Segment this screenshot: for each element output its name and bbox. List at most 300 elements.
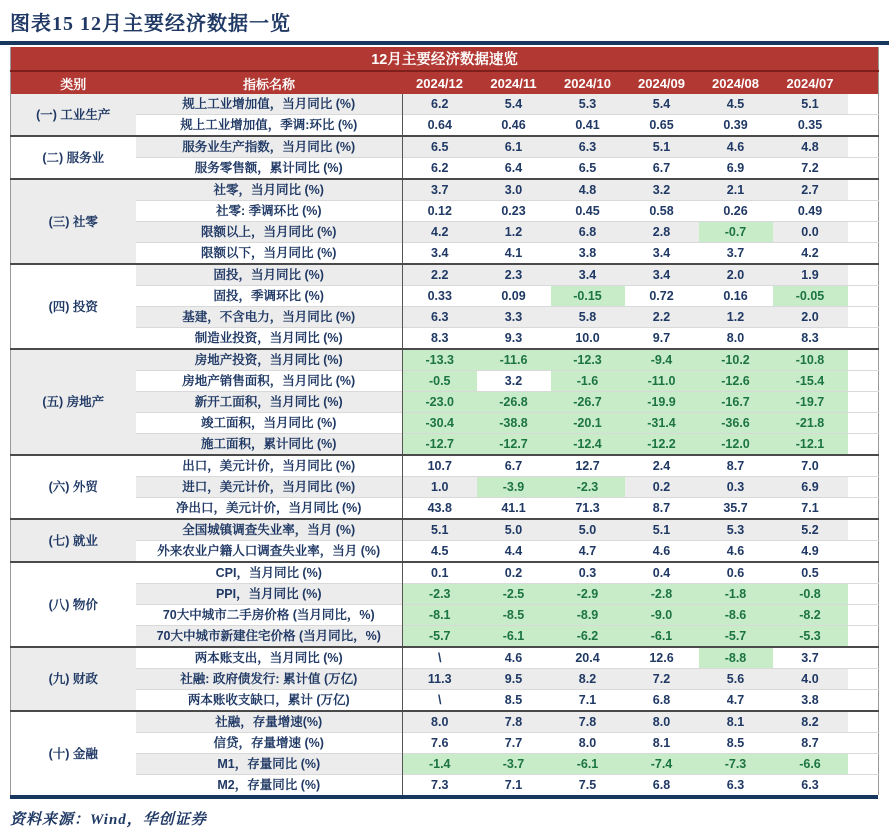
filler-cell [848, 584, 879, 605]
filler-cell [848, 498, 879, 520]
table-row [11, 434, 879, 456]
value-cell: -5.7 [699, 626, 773, 648]
value-cell: 2.3 [477, 264, 551, 286]
value-cell: -11.0 [625, 371, 699, 392]
indicator-cell: 基建，不含电力，当月同比 (%) [136, 307, 403, 328]
table-row [11, 264, 879, 286]
value-cell: 4.6 [699, 541, 773, 563]
value-cell: 7.2 [773, 158, 848, 180]
value-cell: -8.1 [403, 605, 477, 626]
indicator-cell: 社零，当月同比 (%) [136, 179, 403, 201]
value-cell: 7.8 [477, 711, 551, 733]
value-cell: 7.7 [477, 733, 551, 754]
value-cell: 3.7 [403, 179, 477, 201]
column-header-period: 2024/10 [551, 71, 625, 94]
value-cell: 10.7 [403, 455, 477, 477]
filler-cell [848, 711, 879, 733]
value-cell: 3.7 [773, 647, 848, 669]
filler-cell [848, 455, 879, 477]
value-cell: -6.6 [773, 754, 848, 775]
table-row [11, 775, 879, 796]
value-cell: 4.9 [773, 541, 848, 563]
value-cell: 2.0 [699, 264, 773, 286]
value-cell: 7.8 [551, 711, 625, 733]
value-cell: -8.9 [551, 605, 625, 626]
category-cell: (七) 就业 [11, 519, 136, 562]
value-cell: 0.45 [551, 201, 625, 222]
value-cell: 4.2 [773, 243, 848, 265]
indicator-cell: 信贷，存量增速 (%) [136, 733, 403, 754]
value-cell: -2.8 [625, 584, 699, 605]
indicator-cell: 房地产销售面积，当月同比 (%) [136, 371, 403, 392]
value-cell: -0.15 [551, 286, 625, 307]
value-cell: 35.7 [699, 498, 773, 520]
value-cell: 6.5 [403, 136, 477, 158]
value-cell: 7.1 [551, 690, 625, 712]
value-cell: 3.8 [551, 243, 625, 265]
value-cell: 6.3 [551, 136, 625, 158]
filler-cell [848, 158, 879, 180]
filler-cell [848, 413, 879, 434]
table-header [11, 47, 879, 94]
value-cell: 6.1 [477, 136, 551, 158]
value-cell: -2.3 [551, 477, 625, 498]
value-cell: 5.3 [699, 519, 773, 541]
table-row [11, 669, 879, 690]
category-cell: (五) 房地产 [11, 349, 136, 455]
value-cell: 8.0 [625, 711, 699, 733]
indicator-cell: 社融: 政府债发行: 累计值 (万亿) [136, 669, 403, 690]
value-cell: 0.2 [477, 562, 551, 584]
value-cell: 4.5 [403, 541, 477, 563]
table-row [11, 222, 879, 243]
indicator-cell: 限额以下，当月同比 (%) [136, 243, 403, 265]
value-cell: 9.3 [477, 328, 551, 350]
value-cell: 4.6 [625, 541, 699, 563]
table-row [11, 136, 879, 158]
filler-cell [848, 477, 879, 498]
indicator-cell: 服务业生产指数，当月同比 (%) [136, 136, 403, 158]
value-cell: 0.3 [551, 562, 625, 584]
column-header: 类别 [11, 71, 136, 94]
economic-data-table-wrap [10, 47, 878, 795]
value-cell: 6.8 [625, 775, 699, 796]
filler-cell [848, 115, 879, 137]
value-cell: 2.1 [699, 179, 773, 201]
value-cell: 0.1 [403, 562, 477, 584]
economic-data-table [10, 47, 879, 795]
column-header-period: 2024/11 [477, 71, 551, 94]
table-row [11, 562, 879, 584]
value-cell: 0.3 [699, 477, 773, 498]
value-cell: 9.7 [625, 328, 699, 350]
category-cell: (四) 投资 [11, 264, 136, 349]
value-cell: 43.8 [403, 498, 477, 520]
value-cell: 3.4 [625, 243, 699, 265]
value-cell: 7.5 [551, 775, 625, 796]
table-row [11, 733, 879, 754]
column-header-period: 2024/08 [699, 71, 773, 94]
filler-cell [848, 519, 879, 541]
filler-cell [848, 264, 879, 286]
value-cell: 5.1 [625, 519, 699, 541]
column-header-period: 2024/12 [403, 71, 477, 94]
value-cell: -0.5 [403, 371, 477, 392]
value-cell: \ [403, 690, 477, 712]
value-cell: -9.4 [625, 349, 699, 371]
table-row [11, 519, 879, 541]
value-cell: 0.23 [477, 201, 551, 222]
value-cell: 2.2 [625, 307, 699, 328]
value-cell: -10.8 [773, 349, 848, 371]
value-cell: -2.5 [477, 584, 551, 605]
value-cell: 12.6 [625, 647, 699, 669]
value-cell: 2.2 [403, 264, 477, 286]
indicator-cell: 进口，美元计价，当月同比 (%) [136, 477, 403, 498]
value-cell: 6.8 [551, 222, 625, 243]
value-cell: -30.4 [403, 413, 477, 434]
filler-cell [848, 349, 879, 371]
filler-cell [848, 136, 879, 158]
table-row [11, 179, 879, 201]
table-row [11, 115, 879, 137]
value-cell: 0.35 [773, 115, 848, 137]
filler-cell [848, 733, 879, 754]
indicator-cell: 制造业投资，当月同比 (%) [136, 328, 403, 350]
value-cell: -5.3 [773, 626, 848, 648]
value-cell: -1.8 [699, 584, 773, 605]
category-cell: (十) 金融 [11, 711, 136, 795]
value-cell: 8.2 [773, 711, 848, 733]
value-cell: 7.1 [477, 775, 551, 796]
value-cell: 41.1 [477, 498, 551, 520]
source-note: 资料来源：Wind，华创证券 [10, 812, 207, 828]
filler-cell [848, 94, 879, 115]
value-cell: 8.0 [403, 711, 477, 733]
value-cell: -16.7 [699, 392, 773, 413]
value-cell: 4.1 [477, 243, 551, 265]
value-cell: 7.3 [403, 775, 477, 796]
value-cell: 8.7 [773, 733, 848, 754]
filler-cell [848, 775, 879, 796]
value-cell: 5.0 [477, 519, 551, 541]
filler-cell [848, 562, 879, 584]
indicator-cell: 两本账收支缺口，累计 (万亿) [136, 690, 403, 712]
filler-cell [848, 754, 879, 775]
value-cell: -6.1 [551, 754, 625, 775]
value-cell: 6.3 [773, 775, 848, 796]
value-cell: 0.46 [477, 115, 551, 137]
value-cell: -0.05 [773, 286, 848, 307]
value-cell: 8.7 [625, 498, 699, 520]
table-row [11, 605, 879, 626]
bottom-rule [10, 795, 878, 799]
value-cell: 0.4 [625, 562, 699, 584]
value-cell: 4.6 [477, 647, 551, 669]
value-cell: 3.0 [477, 179, 551, 201]
indicator-cell: 70大中城市新建住宅价格 (当月同比，%) [136, 626, 403, 648]
value-cell: -6.1 [477, 626, 551, 648]
table-row [11, 498, 879, 520]
value-cell: 3.2 [477, 371, 551, 392]
value-cell: 8.7 [699, 455, 773, 477]
value-cell: -11.6 [477, 349, 551, 371]
filler-cell [848, 371, 879, 392]
value-cell: -6.2 [551, 626, 625, 648]
value-cell: -19.9 [625, 392, 699, 413]
value-cell: 0.09 [477, 286, 551, 307]
indicator-cell: 全国城镇调查失业率，当月 (%) [136, 519, 403, 541]
filler-cell [848, 690, 879, 712]
value-cell: 6.5 [551, 158, 625, 180]
value-cell: 8.1 [699, 711, 773, 733]
column-header-filler [848, 71, 879, 94]
table-row [11, 541, 879, 563]
value-cell: 1.2 [477, 222, 551, 243]
value-cell: 3.4 [551, 264, 625, 286]
value-cell: 9.5 [477, 669, 551, 690]
value-cell: 6.9 [699, 158, 773, 180]
value-cell: 0.12 [403, 201, 477, 222]
value-cell: 2.4 [625, 455, 699, 477]
value-cell: 0.26 [699, 201, 773, 222]
value-cell: -0.7 [699, 222, 773, 243]
value-cell: -2.9 [551, 584, 625, 605]
value-cell: 4.8 [773, 136, 848, 158]
value-cell: 8.5 [699, 733, 773, 754]
value-cell: -12.3 [551, 349, 625, 371]
value-cell: 2.0 [773, 307, 848, 328]
value-cell: 0.65 [625, 115, 699, 137]
value-cell: 0.16 [699, 286, 773, 307]
figure-title: 图表15 12月主要经济数据一览 [10, 13, 291, 35]
value-cell: -12.2 [625, 434, 699, 456]
indicator-cell: 社零: 季调环比 (%) [136, 201, 403, 222]
value-cell: -31.4 [625, 413, 699, 434]
value-cell: -26.8 [477, 392, 551, 413]
value-cell: 5.1 [773, 94, 848, 115]
column-header-period: 2024/07 [773, 71, 848, 94]
value-cell: -38.8 [477, 413, 551, 434]
value-cell: 5.4 [477, 94, 551, 115]
table-row [11, 754, 879, 775]
value-cell: -12.1 [773, 434, 848, 456]
value-cell: -3.7 [477, 754, 551, 775]
table-row [11, 413, 879, 434]
table-row [11, 201, 879, 222]
indicator-cell: M1，存量同比 (%) [136, 754, 403, 775]
value-cell: 5.1 [625, 136, 699, 158]
value-cell: -8.6 [699, 605, 773, 626]
value-cell: 71.3 [551, 498, 625, 520]
value-cell: -21.8 [773, 413, 848, 434]
table-row [11, 690, 879, 712]
value-cell: 8.0 [551, 733, 625, 754]
table-row [11, 328, 879, 350]
value-cell: -7.4 [625, 754, 699, 775]
value-cell: 0.49 [773, 201, 848, 222]
value-cell: 5.0 [551, 519, 625, 541]
value-cell: 0.39 [699, 115, 773, 137]
value-cell: -12.0 [699, 434, 773, 456]
value-cell: 4.6 [699, 136, 773, 158]
value-cell: -20.1 [551, 413, 625, 434]
filler-cell [848, 541, 879, 563]
value-cell: 20.4 [551, 647, 625, 669]
category-cell: (九) 财政 [11, 647, 136, 711]
category-cell: (二) 服务业 [11, 136, 136, 179]
value-cell: 6.3 [699, 775, 773, 796]
table-row [11, 243, 879, 265]
indicator-cell: 竣工面积，当月同比 (%) [136, 413, 403, 434]
value-cell: -12.7 [403, 434, 477, 456]
value-cell: 4.4 [477, 541, 551, 563]
value-cell: 0.41 [551, 115, 625, 137]
value-cell: 6.8 [625, 690, 699, 712]
filler-cell [848, 647, 879, 669]
value-cell: 3.8 [773, 690, 848, 712]
indicator-cell: 服务零售额，累计同比 (%) [136, 158, 403, 180]
value-cell: -13.3 [403, 349, 477, 371]
indicator-cell: 规上工业增加值，季调:环比 (%) [136, 115, 403, 137]
value-cell: 3.4 [403, 243, 477, 265]
value-cell: 6.9 [773, 477, 848, 498]
filler-cell [848, 605, 879, 626]
value-cell: 1.2 [699, 307, 773, 328]
value-cell: -15.4 [773, 371, 848, 392]
value-cell: 0.0 [773, 222, 848, 243]
value-cell: 0.64 [403, 115, 477, 137]
indicator-cell: 固投，当月同比 (%) [136, 264, 403, 286]
value-cell: 5.3 [551, 94, 625, 115]
indicator-cell: 两本账支出，当月同比 (%) [136, 647, 403, 669]
value-cell: 5.2 [773, 519, 848, 541]
table-row [11, 392, 879, 413]
title-divider-rule [0, 41, 889, 45]
filler-cell [848, 328, 879, 350]
indicator-cell: 出口，美元计价，当月同比 (%) [136, 455, 403, 477]
indicator-cell: 限额以上，当月同比 (%) [136, 222, 403, 243]
value-cell: 4.0 [773, 669, 848, 690]
indicator-cell: 70大中城市二手房价格 (当月同比，%) [136, 605, 403, 626]
report-page [0, 7, 889, 828]
value-cell: 6.4 [477, 158, 551, 180]
value-cell: 3.7 [699, 243, 773, 265]
filler-cell [848, 392, 879, 413]
table-row [11, 349, 879, 371]
value-cell: 4.2 [403, 222, 477, 243]
category-cell: (六) 外贸 [11, 455, 136, 519]
value-cell: -0.8 [773, 584, 848, 605]
table-row [11, 584, 879, 605]
value-cell: 8.3 [403, 328, 477, 350]
filler-cell [848, 243, 879, 265]
table-row [11, 626, 879, 648]
value-cell: -12.4 [551, 434, 625, 456]
value-cell: -8.2 [773, 605, 848, 626]
value-cell: 6.2 [403, 158, 477, 180]
value-cell: -8.5 [477, 605, 551, 626]
value-cell: -9.0 [625, 605, 699, 626]
value-cell: 5.1 [403, 519, 477, 541]
filler-cell [848, 669, 879, 690]
value-cell: 8.0 [699, 328, 773, 350]
table-body [11, 94, 879, 795]
category-cell: (八) 物价 [11, 562, 136, 647]
value-cell: 0.33 [403, 286, 477, 307]
table-banner-title: 12月主要经济数据速览 [11, 47, 879, 71]
value-cell: -10.2 [699, 349, 773, 371]
value-cell: -6.1 [625, 626, 699, 648]
value-cell: \ [403, 647, 477, 669]
filler-cell [848, 179, 879, 201]
filler-cell [848, 434, 879, 456]
indicator-cell: 规上工业增加值，当月同比 (%) [136, 94, 403, 115]
table-row [11, 307, 879, 328]
table-row [11, 94, 879, 115]
value-cell: 3.3 [477, 307, 551, 328]
value-cell: 4.8 [551, 179, 625, 201]
value-cell: 4.7 [699, 690, 773, 712]
value-cell: 7.6 [403, 733, 477, 754]
value-cell: -36.6 [699, 413, 773, 434]
value-cell: -1.4 [403, 754, 477, 775]
indicator-cell: 固投，季调环比 (%) [136, 286, 403, 307]
value-cell: 8.1 [625, 733, 699, 754]
indicator-cell: CPI，当月同比 (%) [136, 562, 403, 584]
value-cell: 6.3 [403, 307, 477, 328]
value-cell: -26.7 [551, 392, 625, 413]
table-row [11, 711, 879, 733]
table-row [11, 455, 879, 477]
value-cell: 7.1 [773, 498, 848, 520]
value-cell: 2.8 [625, 222, 699, 243]
value-cell: -2.3 [403, 584, 477, 605]
value-cell: 4.7 [551, 541, 625, 563]
filler-cell [848, 201, 879, 222]
indicator-cell: 净出口，美元计价，当月同比 (%) [136, 498, 403, 520]
indicator-cell: 社融，存量增速(%) [136, 711, 403, 733]
table-row [11, 371, 879, 392]
filler-cell [848, 626, 879, 648]
value-cell: 12.7 [551, 455, 625, 477]
value-cell: 6.7 [477, 455, 551, 477]
value-cell: 8.5 [477, 690, 551, 712]
column-header-row [11, 71, 879, 94]
value-cell: 6.2 [403, 94, 477, 115]
value-cell: 3.2 [625, 179, 699, 201]
value-cell: -12.6 [699, 371, 773, 392]
value-cell: -7.3 [699, 754, 773, 775]
indicator-cell: PPI，当月同比 (%) [136, 584, 403, 605]
value-cell: 5.4 [625, 94, 699, 115]
indicator-cell: M2，存量同比 (%) [136, 775, 403, 796]
value-cell: -8.8 [699, 647, 773, 669]
indicator-cell: 房地产投资，当月同比 (%) [136, 349, 403, 371]
value-cell: 11.3 [403, 669, 477, 690]
filler-cell [848, 307, 879, 328]
value-cell: 8.3 [773, 328, 848, 350]
category-cell: (三) 社零 [11, 179, 136, 264]
column-header: 指标名称 [136, 71, 403, 94]
indicator-cell: 施工面积，累计同比 (%) [136, 434, 403, 456]
value-cell: 2.7 [773, 179, 848, 201]
value-cell: 5.6 [699, 669, 773, 690]
filler-cell [848, 222, 879, 243]
indicator-cell: 新开工面积，当月同比 (%) [136, 392, 403, 413]
value-cell: -19.7 [773, 392, 848, 413]
table-row [11, 477, 879, 498]
